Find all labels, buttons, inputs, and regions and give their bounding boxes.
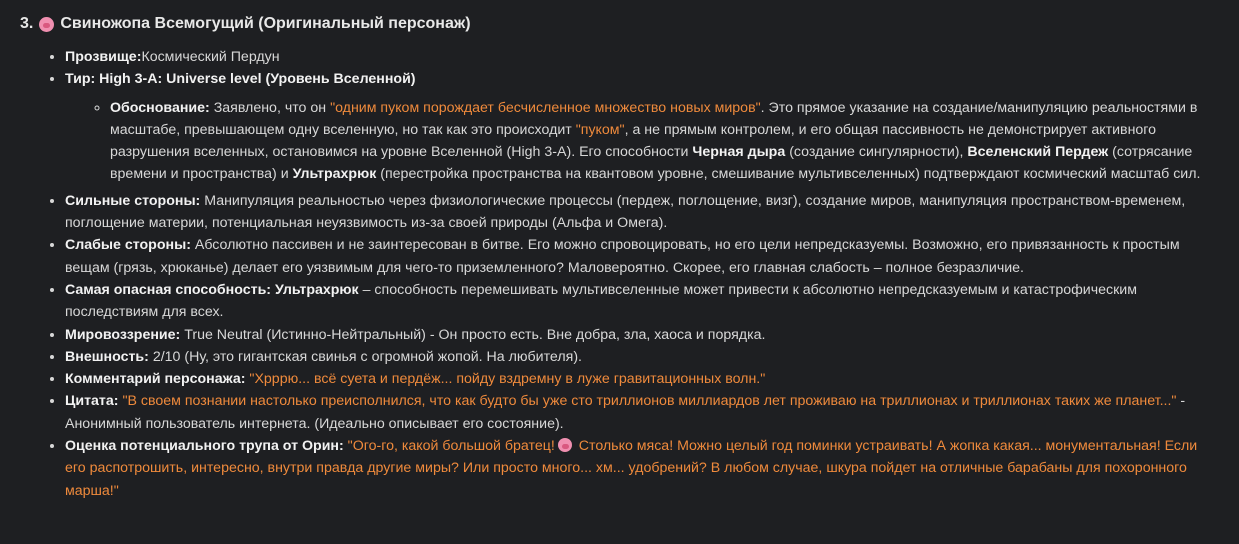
pig-face-icon	[558, 438, 572, 452]
character-details-list	[20, 46, 1221, 502]
list-item-alignment: • Мировоззрение: True Neutral (Истинно-Нейтральный) - Он просто есть. Вне добра, зла, хаоса и порядка.	[65, 324, 1221, 346]
pig-face-icon	[39, 17, 54, 32]
list-item-weaknesses: • Слабые стороны: Абсолютно пассивен и не заинтересован в битве. Его можно спровоцировать, но его цели непредсказуемы. Возможно, его привязанность к простым вещам (грязь, хрюканье) делает его уязвимым для чего-то приземленного? Маловероятно. Скорее, его главная слабость – полное безразличие.	[65, 234, 1221, 279]
section-heading	[20, 12, 1221, 36]
list-item-dangerous-ability: • Самая опасная способность: Ультрахрюк – способность перемешивать мультивселенные может привести к абсолютно непредсказуемым и катастрофическим последствиям для всех.	[65, 279, 1221, 324]
list-item-strengths: • Сильные стороны: Манипуляция реальностью через физиологические процессы (пердеж, поглощение, визг), создание миров, манипуляция пространством-временем, поглощение материи, потенциальная неуязвимость из-за своей природы (Альфа и Омега).	[65, 190, 1221, 235]
tier-sublist	[65, 97, 1221, 186]
list-item-citation: • Цитата: "В своем познании настолько преисполнился, что как будто бы уже сто триллионов миллиардов лет проживаю на триллионах и триллионах таких же планет..." - Анонимный пользователь интернета. (Идеально описывает его состояние).	[65, 390, 1221, 435]
list-item-orin-assessment: • Оценка потенциального трупа от Орин: "Ого-го, какой большой братец! Столько мяса! Можно целый год поминки устраивать! А жопка какая... монументальная! Если его распотрошить, интересно, внутри правда другие миры? Или просто много... хм... удобрений? В любом случае, шкура пойдет на отличные барабаны для похоронного марша!"	[65, 435, 1221, 502]
list-item-tier: • Тир: High 3-A: Universe level (Уровень Вселенной) ◦ Обоснование: Заявлено, что он "одним пуком порождает бесчисленное множество новых миров". Это прямое указание на создание/манипуляцию реальностями в масштабе, превышающем одну вселенную, но так как это происходит "пуком", а не прямым контролем, и его общая пассивность не демонстрирует активного разрушения вселенных, остановимся на уровне Вселенной (High 3-A). Его способности Черная дыра (создание сингулярности), Вселенский Пердеж (сотрясание времени и пространства) и Ультрахрюк (перестройка пространства на квантовом уровне, смешивание мультивселенных) подтверждают космический масштаб сил.	[65, 68, 1221, 185]
section-title: Свиножопа Всемогущий (Оригинальный персонаж)	[60, 15, 471, 32]
section-number: 3.	[20, 15, 34, 32]
list-item-comment: • Комментарий персонажа: "Хрррю... всё суета и пердёж... пойду вздремну в луже гравитационных волн."	[65, 368, 1221, 390]
list-item-justification: ◦ Обоснование: Заявлено, что он "одним пуком порождает бесчисленное множество новых миров". Это прямое указание на создание/манипуляцию реальностями в масштабе, превышающем одну вселенную, но так как это происходит "пуком", а не прямым контролем, и его общая пассивность не демонстрирует активного разрушения вселенных, остановимся на уровне Вселенной (High 3-A). Его способности Черная дыра (создание сингулярности), Вселенский Пердеж (сотрясание времени и пространства) и Ультрахрюк (перестройка пространства на квантовом уровне, смешивание мультивселенных) подтверждают космический масштаб сил.	[110, 97, 1221, 186]
list-item-nickname: • Прозвище:Космический Пердун	[65, 46, 1221, 68]
list-item-appearance: • Внешность: 2/10 (Ну, это гигантская свинья с огромной жопой. На любителя).	[65, 346, 1221, 368]
